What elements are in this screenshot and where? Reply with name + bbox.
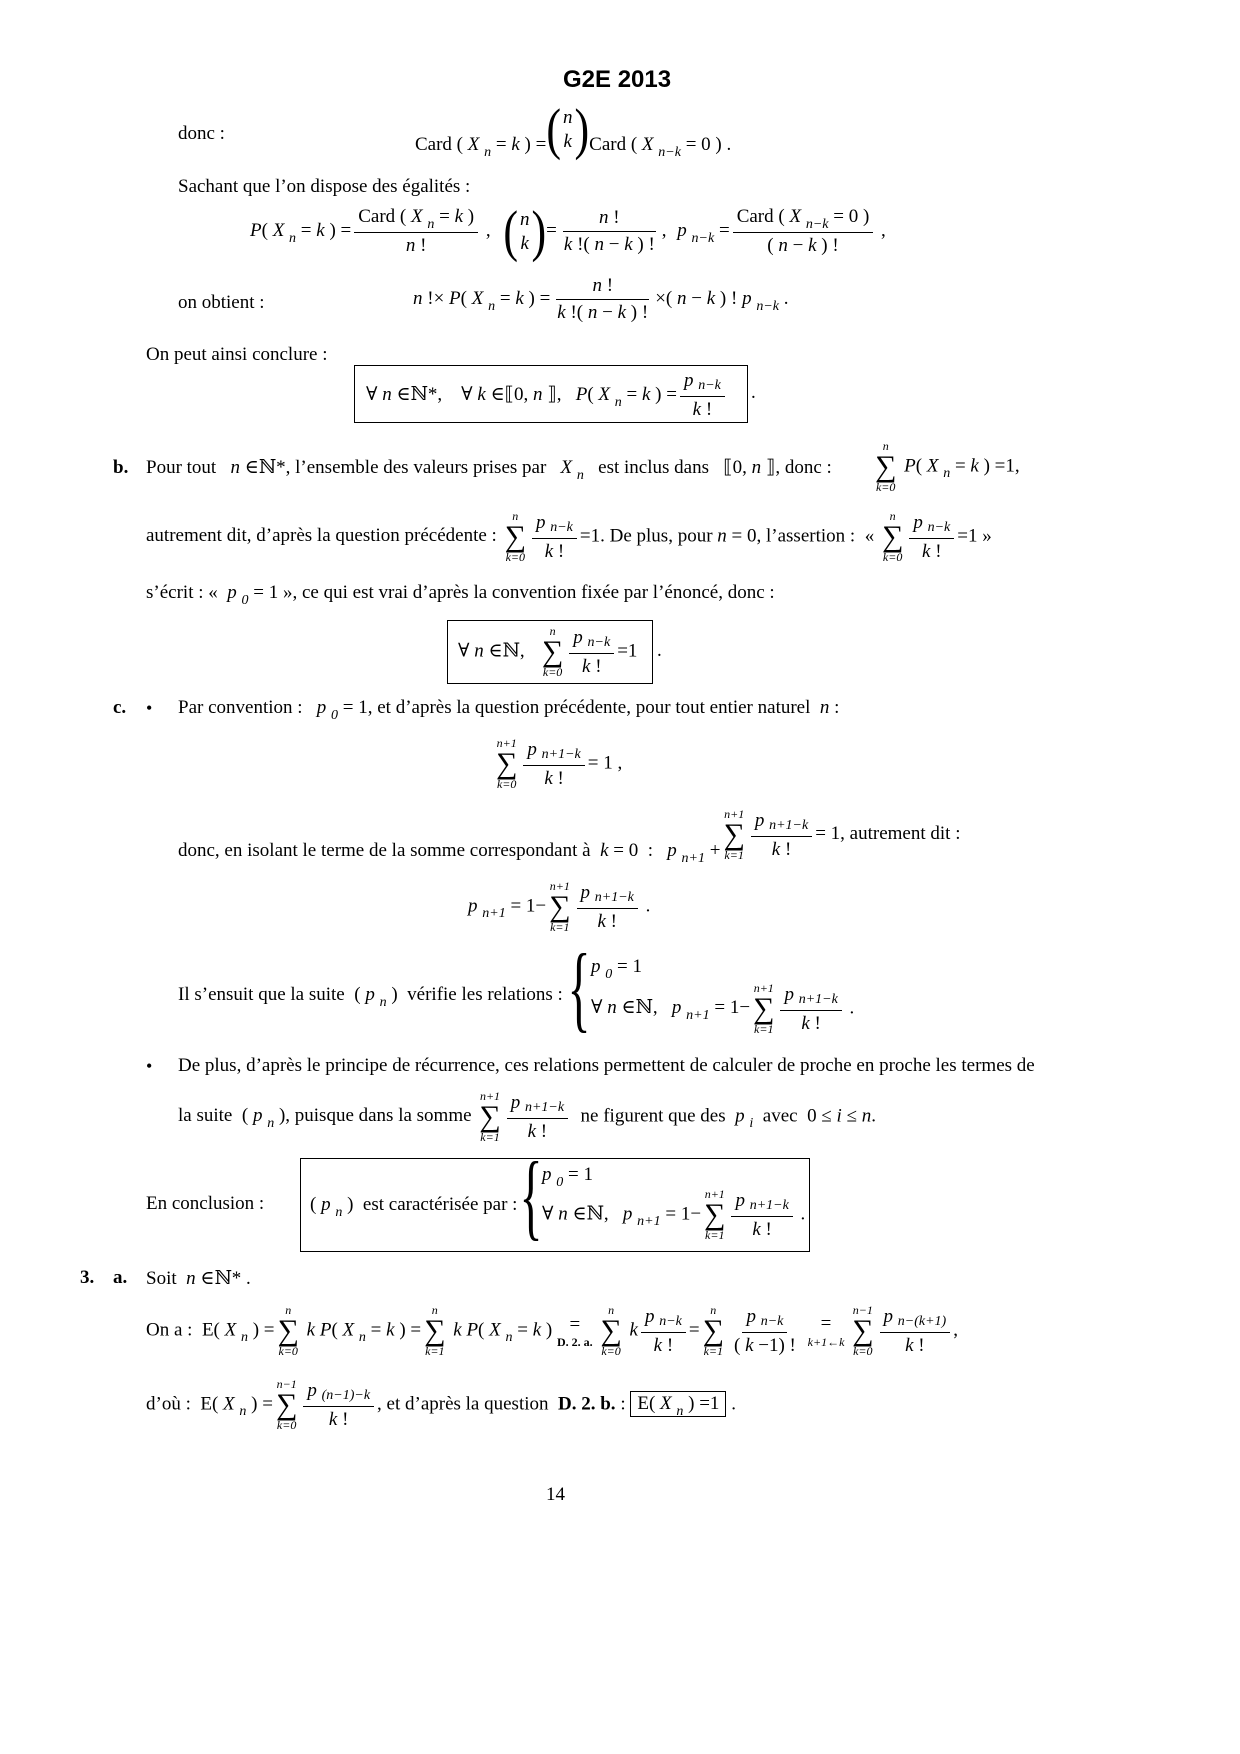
q3-soit-text: Soit [146, 1268, 177, 1289]
system2-line2: ∀ n ∈ℕ, p $_{n+1}$ = 1− n+1 ∑ k=1 $\frac{\text{p n+1−k}}{k !}$ . [542, 1187, 806, 1242]
system1-line2: ∀ n ∈ℕ, p $_{n+1}$ = 1− n+1 ∑ k=1 $\frac{\text{p n+1−k}}{k !}$ . [591, 981, 855, 1036]
conclusion-text: est caractérisée par : [362, 1194, 518, 1215]
q3-ref: D. 2. b. [558, 1393, 616, 1415]
line-c3: Il s’ensuit que la suite ( p $_n$ ) vérifie les relations : [178, 984, 563, 1010]
label-c: c. [113, 697, 127, 718]
text-donc: donc : [178, 123, 225, 144]
text-on-peut: On peut ainsi conclure : [146, 344, 328, 365]
b-text-6: . De plus, pour [600, 525, 713, 547]
c-text-1: Par convention : [178, 697, 303, 718]
b-text-5: autrement dit, d’après la question précédente : [146, 525, 497, 547]
bullet-icon: • [146, 698, 153, 718]
q3-on-a-text: On a : [146, 1319, 193, 1341]
boxed-result-3: E( X $_n$ ) =1 [630, 1391, 726, 1417]
period: . [751, 382, 756, 403]
line-q3-on-a: On a : E( X $_n$ ) = n ∑ k=0 k P( X $_n$ = k ) = n ∑ k=1 k P( X $_n$ = k ) = D. 2. a. n ∑ k=0 k $\frac{\text{p n−k}}{k !}$ = n ∑ k=1 $\frac{\text{p n−k}}{( k -1) !}$ = k+1←k n−1 ∑ k=0 $\frac{\text{p n−(k+1)}}{k !}$ , [146, 1303, 958, 1358]
line-c1: Par convention : p $_0$ = 1, et d’après la question précédente, pour tout entier naturel n : [178, 697, 840, 723]
bullet-icon: • [146, 1056, 153, 1076]
formula-equalities: P( X $_n$ = k ) = $\frac{Card ( X _n = k )}{n !}$ , ( n k ) = $\frac{n !}{k !( n - k ) !}$ , p $_{n-k}$ = $\frac{Card ( X _{n-k} = 0 )}{( n - k ) !}$ , [250, 199, 886, 263]
line-c2: donc, en isolant le terme de la somme correspondant à k = 0 : p $_{n+1}$ + n+1 ∑ k=1 $\frac{\text{p n+1−k}}{k !}$ = 1, autrement dit : [178, 807, 961, 867]
c-text-3: donc, en isolant le terme de la somme correspondant à [178, 840, 591, 862]
page-title: G2E 2013 [563, 66, 672, 93]
line-c4: De plus, d’après le principe de récurrence, ces relations permettent de calculer de proche en proche les termes de [178, 1055, 1035, 1076]
page-number: 14 [546, 1484, 565, 1505]
system1-line1: p $_0$ = 1 [591, 956, 642, 982]
b-text-7: , l’assertion : [756, 525, 856, 547]
c-text-2: , et d’après la question précédente, pour tout entier naturel [367, 697, 811, 718]
label-q3: 3. [80, 1267, 95, 1288]
c-text-6: vérifie les relations : [407, 984, 563, 1005]
q3-dou-text-b: , et d’après la question [377, 1393, 549, 1415]
ref-k: k+1←k [807, 1334, 845, 1349]
c-text-10: avec [762, 1105, 798, 1127]
formula-c-pn1: p $_{n+1}$ = 1− n+1 ∑ k=1 $\frac{\text{p n+1−k}}{k !}$ . [468, 879, 651, 934]
line-b1: Pour tout n ∈ℕ*, l’ensemble des valeurs prises par X $_n$ est inclus dans ⟦0, n ⟧, donc : [146, 457, 832, 483]
formula-b-sum: n ∑ k=0 P( X $_n$ = k ) =1, [875, 439, 1020, 494]
label-q3a: a. [113, 1267, 128, 1288]
b-text-3: est inclus dans [598, 457, 709, 478]
b-text-1: Pour tout [146, 457, 217, 478]
formula-obtient: n !× P( X $_n$ = k ) = $\frac{n !}{k !( n - k ) !}$ ×( n − k ) ! p $_{n-k}$ . [413, 275, 789, 323]
formula-card: Card ( X $_n$ = k ) = ( n k ) Card ( X $_{n-k}$ = 0 ) . [415, 97, 732, 162]
c-text-4: , autrement dit : [840, 823, 961, 845]
conclusion-left: ( p $_n$ ) est caractérisée par : [310, 1194, 518, 1220]
b-text-9: », ce qui est vrai d’après la convention fixée par l’énoncé, donc : [282, 582, 775, 603]
brace-icon: { [567, 934, 591, 1041]
label-b: b. [113, 457, 129, 478]
brace-icon: { [519, 1142, 543, 1249]
line-c5: la suite ( p $_n$ ), puisque dans la somme n+1 ∑ k=1 $\frac{\text{p n+1−k}}{k !}$ ne figurent que des p $_i$ avec 0 ≤ i ≤ n. [178, 1089, 876, 1144]
formula-c-sum: n+1 ∑ k=0 $\frac{\text{p n+1−k}}{k !}$ = 1 , [496, 736, 623, 791]
c-text-7: la suite [178, 1105, 233, 1127]
text-conclusion: En conclusion : [146, 1193, 265, 1214]
b-text-8: s’écrit : « [146, 582, 218, 603]
line-b3: s’écrit : « p $_0$ = 1 », ce qui est vrai d’après la convention fixée par l’énoncé, donc : [146, 582, 775, 608]
c-text-9: ne figurent que des [580, 1105, 726, 1127]
text-sachant: Sachant que l’on dispose des égalités : [178, 176, 471, 197]
q3-dou-text: d’où : [146, 1393, 191, 1415]
line-q3-soit: Soit n ∈ℕ* . [146, 1268, 251, 1289]
text-on-obtient: on obtient : [178, 292, 265, 313]
period: . [657, 640, 662, 661]
c-text-5: Il s’ensuit que la suite [178, 984, 345, 1005]
line-b2: autrement dit, d’après la question précédente : n ∑ k=0 $\frac{\text{p n−k}}{k !}$ =1. De plus, pour n = 0, l’assertion : « n ∑ k=0 $\frac{\text{p n−k}}{k !}$ =1 » [146, 509, 992, 564]
c-text-8: , puisque dans la somme [285, 1105, 472, 1127]
ref-d2a: D. 2. a. [556, 1335, 593, 1349]
line-q3-dou: d’où : E( X $_n$ ) = n−1 ∑ k=0 $\frac{p (n-1)-k}{k !}$ , et d’après la question D. 2. b. : E( X $_n$ ) =1 . [146, 1377, 736, 1432]
b-text-2: , l’ensemble des valeurs prises par [285, 457, 547, 478]
formula-result-2: ∀ n ∈ℕ, n ∑ k=0 $\frac{\text{p n−k}}{k !}$ =1 [458, 624, 638, 679]
system2-line1: p $_0$ = 1 [542, 1164, 593, 1190]
b-text-4: , donc : [775, 457, 832, 478]
formula-result-1: ∀ n ∈ℕ*, ∀ k ∈⟦0, n ⟧, P( X $_n$ = k ) = $\frac{\text{p n−k}}{k !}$ [366, 370, 728, 421]
